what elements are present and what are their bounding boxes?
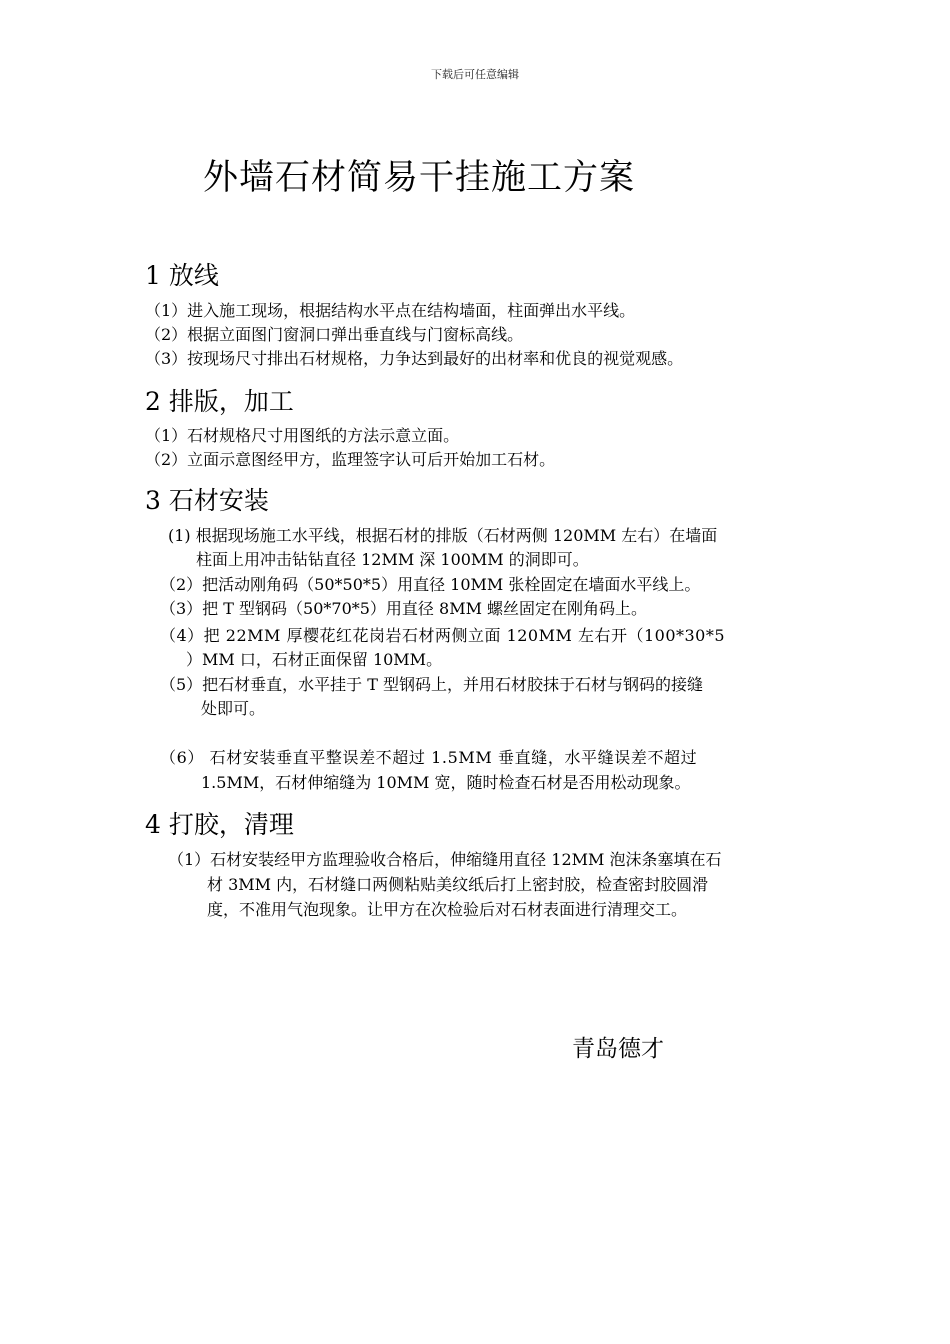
page-title: 外墙石材简易干挂施工方案 xyxy=(203,158,636,198)
section-heading-1: 1 放线 xyxy=(145,261,219,290)
section-heading-4: 4 打胶，清理 xyxy=(145,810,294,839)
section-4-item-1: （1）石材安装经甲方监理验收合格后，伸缩缝用直径 12MM 泡沫条塞填在石 xyxy=(168,850,722,869)
section-1-item-3: （3）按现场尺寸排出石材规格，力争达到最好的出材率和优良的视觉观感。 xyxy=(145,349,684,368)
section-3-item-4: （4）把 22MM 厚樱花红花岗岩石材两侧立面 120MM 左右开（100*30*5 xyxy=(160,626,726,645)
section-3-item-5-cont: 处即可。 xyxy=(201,699,266,718)
section-3-item-6-cont: 1.5MM，石材伸缩缝为 10MM 宽，随时检查石材是否用松动现象。 xyxy=(201,773,691,792)
section-3-item-4-cont: ）MM 口，石材正面保留 10MM。 xyxy=(186,650,443,669)
section-2-item-1: （1）石材规格尺寸用图纸的方法示意立面。 xyxy=(145,426,460,445)
section-heading-3: 3 石材安装 xyxy=(145,486,269,515)
section-3-item-1-cont: 柱面上用冲击钻钻直径 12MM 深 100MM 的洞即可。 xyxy=(196,550,589,569)
section-4-item-1-cont-1: 材 3MM 内，石材缝口两侧粘贴美纹纸后打上密封胶，检查密封胶圆滑 xyxy=(207,875,709,894)
signature: 青岛德才 xyxy=(572,1036,664,1062)
header-note: 下载后可任意编辑 xyxy=(431,68,519,81)
section-4-item-1-cont-2: 度，不准用气泡现象。让甲方在次检验后对石材表面进行清理交工。 xyxy=(207,900,688,919)
section-2-item-2: （2）立面示意图经甲方，监理签字认可后开始加工石材。 xyxy=(145,450,556,469)
section-3-item-1: (1) 根据现场施工水平线，根据石材的排版（石材两侧 120MM 左右）在墙面 xyxy=(168,526,718,545)
section-3-item-2: （2）把活动刚角码（50*50*5）用直径 10MM 张栓固定在墙面水平线上。 xyxy=(160,575,701,594)
section-1-item-1: （1）进入施工现场，根据结构水平点在结构墙面，柱面弹出水平线。 xyxy=(145,301,636,320)
section-3-item-3: （3）把 T 型钢码（50*70*5）用直径 8MM 螺丝固定在刚角码上。 xyxy=(160,599,648,618)
section-1-item-2: （2）根据立面图门窗洞口弹出垂直线与门窗标高线。 xyxy=(145,325,524,344)
section-3-item-5: （5）把石材垂直，水平挂于 T 型钢码上，并用石材胶抹于石材与钢码的接缝 xyxy=(160,675,704,694)
section-3-item-6: （6） 石材安装垂直平整误差不超过 1.5MM 垂直缝，水平缝误差不超过 xyxy=(160,748,698,767)
section-heading-2: 2 排版，加工 xyxy=(145,387,294,416)
